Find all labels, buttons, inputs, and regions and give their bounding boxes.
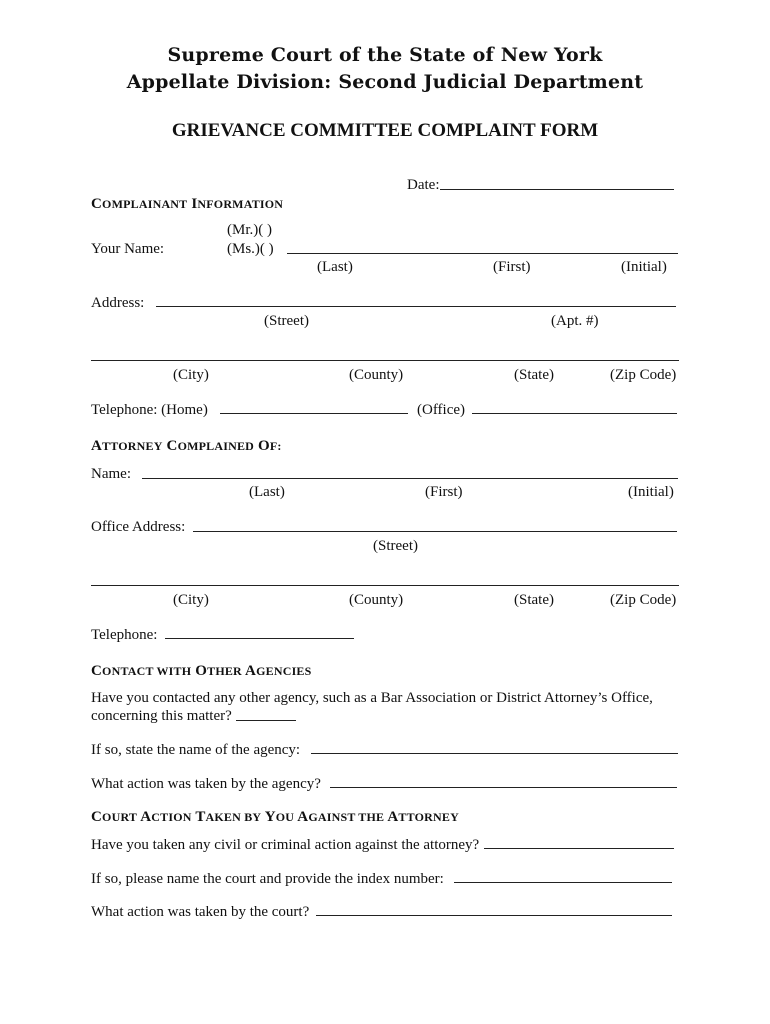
agency-name-label: If so, state the name of the agency: [91,742,301,758]
attorney-section-heading: ATTORNEY COMPLAINED OF: [91,438,282,454]
agency-name-field[interactable] [311,753,678,754]
apt-sublabel: (Apt. #) [551,313,599,329]
agency-contacted-answer-field[interactable] [236,720,296,721]
attorney-city-sublabel: (City) [173,592,209,608]
court-action-section-heading: COURT ACTION TAKEN BY YOU AGAINST THE ATTORNEY [91,809,459,825]
first-name-sublabel: (First) [493,259,531,275]
attorney-initial-sublabel: (Initial) [628,484,674,500]
address-label: Address: [91,295,145,311]
attorney-telephone-label: Telephone: [91,627,158,643]
street-address-field[interactable] [156,306,676,307]
zip-sublabel: (Zip Code) [610,367,677,383]
attorney-zip-sublabel: (Zip Code) [610,592,677,608]
your-name-label: Your Name: [91,241,165,257]
telephone-office-label: (Office) [417,402,466,418]
court-action-taken-field[interactable] [316,915,672,916]
court-index-field[interactable] [454,882,672,883]
your-name-field[interactable] [287,253,678,254]
attorney-name-field[interactable] [142,478,678,479]
attorney-county-sublabel: (County) [349,592,404,608]
agencies-section-heading: CONTACT WITH OTHER AGENCIES [91,663,312,679]
agency-question-line1: Have you contacted any other agency, such as a Bar Association or District Attorney’s Office, [91,690,653,706]
attorney-state-sublabel: (State) [514,592,554,608]
city-county-state-zip-field[interactable] [91,360,679,361]
telephone-home-label: Telephone: (Home) [91,402,208,418]
court-name-line1: Supreme Court of the State of New York [167,44,603,66]
civil-action-field[interactable] [484,848,674,849]
court-index-label: If so, please name the court and provide the index number: [91,871,444,887]
form-title: GRIEVANCE COMMITTEE COMPLAINT FORM [171,120,599,141]
city-sublabel: (City) [173,367,209,383]
attorney-city-county-state-zip-field[interactable] [91,585,679,586]
county-sublabel: (County) [349,367,404,383]
state-sublabel: (State) [514,367,554,383]
civil-action-label: Have you taken any civil or criminal action against the attorney? [91,837,480,853]
attorney-first-sublabel: (First) [425,484,463,500]
ms-checkbox-label[interactable]: (Ms.)( ) [227,241,274,257]
office-address-label: Office Address: [91,519,186,535]
attorney-last-sublabel: (Last) [249,484,285,500]
complainant-section-heading: COMPLAINANT INFORMATION [91,196,284,212]
last-name-sublabel: (Last) [317,259,353,275]
telephone-home-field[interactable] [220,413,408,414]
court-action-taken-label: What action was taken by the court? [91,904,310,920]
agency-action-label: What action was taken by the agency? [91,776,321,792]
office-street-sublabel: (Street) [373,538,418,554]
street-sublabel: (Street) [264,313,309,329]
date-label: Date: [407,177,440,193]
agency-question-line2: concerning this matter? [91,708,232,724]
attorney-telephone-field[interactable] [165,638,354,639]
attorney-name-label: Name: [91,466,131,482]
office-address-field[interactable] [193,531,677,532]
mr-checkbox-label[interactable]: (Mr.)( ) [227,222,272,238]
telephone-office-field[interactable] [472,413,677,414]
agency-action-field[interactable] [330,787,677,788]
date-field[interactable] [440,189,674,190]
initial-sublabel: (Initial) [621,259,667,275]
court-name-line2: Appellate Division: Second Judicial Department [126,71,644,93]
